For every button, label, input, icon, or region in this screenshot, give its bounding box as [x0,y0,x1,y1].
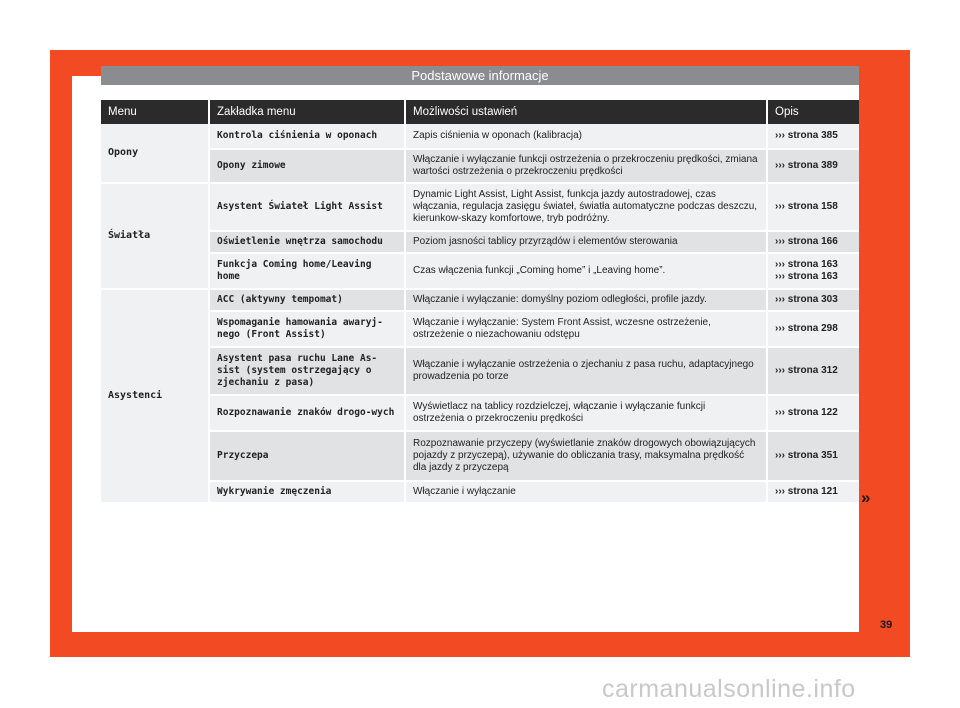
table-row [101,432,859,482]
page-number: 39 [880,619,893,631]
options-cell: Włączanie i wyłączanie funkcji ostrzeżenia o przekroczeniu prędkości, zmiana wartości ostrzeżenia o przekroczeniu prędkości [406,150,768,184]
page-ref: ››› strona 303 [768,290,859,312]
continued-marker: » [861,488,871,507]
settings-table [101,100,859,504]
page-ref: ››› strona 122 [768,396,859,432]
options-cell: Poziom jasności tablicy przyrządów i elementów sterowania [406,232,768,254]
tab-cell: Asystent Świateł Light Assist [210,184,406,232]
page-ref [768,254,859,290]
header-ref: Opis [768,100,859,124]
options-cell: Czas włączenia funkcji „Coming home” i „Leaving home”. [406,254,768,290]
page-ref: ››› strona 166 [768,232,859,254]
page-ref: ››› strona 121 [768,482,859,504]
options-cell: Zapis ciśnienia w oponach (kalibracja) [406,124,768,150]
table-row [101,150,859,184]
table-row [101,124,859,150]
page-ref: ››› strona 351 [768,432,859,482]
table-row [101,348,859,396]
page-ref-line: ››› strona 163 [775,271,838,282]
menu-cell-swiatla: Światła [101,184,210,290]
page-ref: ››› strona 389 [768,150,859,184]
section-title: Podstawowe informacje [101,66,859,85]
table-header-row [101,100,859,124]
watermark: carmanualsonline.info [602,675,856,703]
table-row [101,254,859,290]
tab-cell: Funkcja Coming home/Leaving home [210,254,406,290]
table-row [101,312,859,348]
tab-cell: ACC (aktywny tempomat) [210,290,406,312]
page-ref: ››› strona 158 [768,184,859,232]
menu-cell-opony: Opony [101,124,210,184]
page-ref: ››› strona 312 [768,348,859,396]
tab-cell: Opony zimowe [210,150,406,184]
tab-cell: Rozpoznawanie znaków drogo-wych [210,396,406,432]
table-row [101,396,859,432]
page-ref: ››› strona 298 [768,312,859,348]
tab-cell: Wspomaganie hamowania awaryj-nego (Front Assist) [210,312,406,348]
header-options: Możliwości ustawień [406,100,768,124]
table-row [101,482,859,504]
options-cell: Włączanie i wyłączanie ostrzeżenia o zjechaniu z pasa ruchu, adaptacyjnego prowadzenia po torze [406,348,768,396]
options-cell: Rozpoznawanie przyczepy (wyświetlanie znaków drogowych obowiązujących pojazdy z przyczepą), używanie do obliczania trasy, maksymalna prędkość dla jazdy z przyczepą [406,432,768,482]
menu-cell-asystenci: Asystenci [101,290,210,504]
options-cell: Włączanie i wyłączanie: domyślny poziom odległości, profile jazdy. [406,290,768,312]
tab-cell: Przyczepa [210,432,406,482]
tab-cell: Kontrola ciśnienia w oponach [210,124,406,150]
options-cell: Dynamic Light Assist, Light Assist, funkcja jazdy autostradowej, czas włączania, regulacja zasięgu świateł, światła automatyczne podczas deszczu, kierunkow-skazy komfortowe, tryb podróżny. [406,184,768,232]
table-row [101,290,859,312]
options-cell: Włączanie i wyłączanie: System Front Assist, wczesne ostrzeżenie, ostrzeżenie o niezachowaniu odstępu [406,312,768,348]
header-tab: Zakładka menu [210,100,406,124]
tab-cell: Wykrywanie zmęczenia [210,482,406,504]
header-menu: Menu [101,100,210,124]
page-ref-line: ››› strona 163 [775,259,838,270]
options-cell: Wyświetlacz na tablicy rozdzielczej, włączanie i wyłączanie funkcji ostrzeżenia o przekroczeniu prędkości [406,396,768,432]
options-cell: Włączanie i wyłączanie [406,482,768,504]
table-row [101,232,859,254]
tab-cell: Asystent pasa ruchu Lane As-sist (system ostrzegający o zjechaniu z pasa) [210,348,406,396]
table-row [101,184,859,232]
page-ref: ››› strona 385 [768,124,859,150]
tab-cell: Oświetlenie wnętrza samochodu [210,232,406,254]
